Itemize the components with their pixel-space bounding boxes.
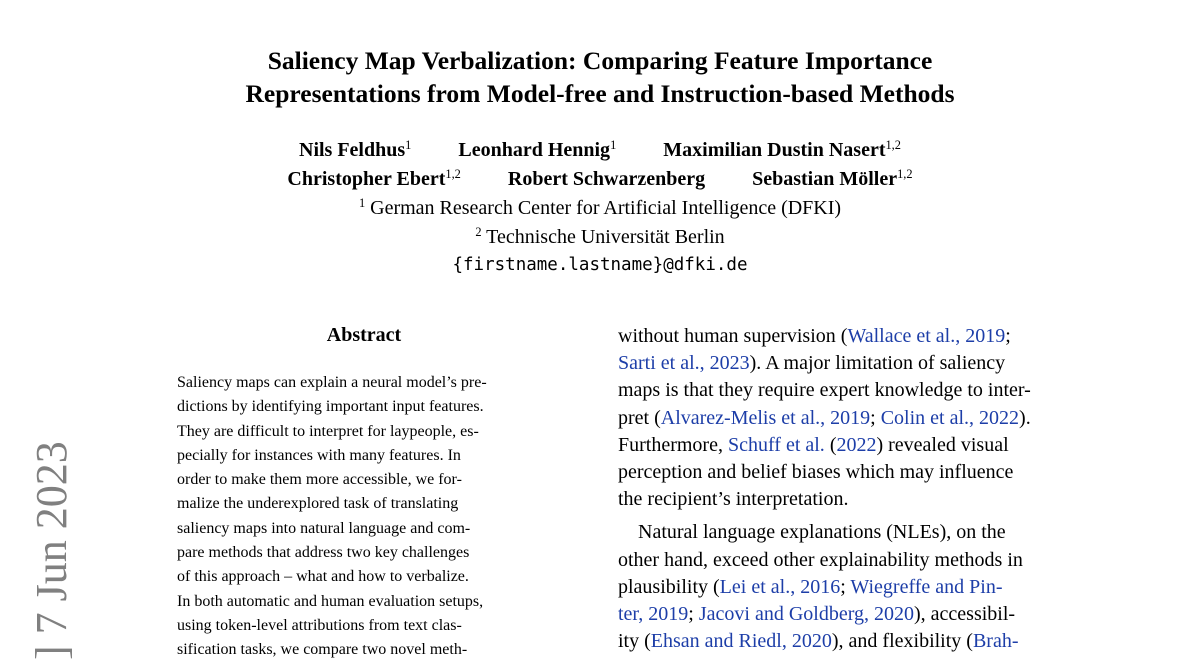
affiliation (150, 223, 1050, 252)
body-line: Furthermore, Schuff et al. (2022) revealed visual (618, 433, 1009, 456)
author (458, 136, 616, 165)
body-text-column (618, 323, 1033, 655)
abstract-line: sification tasks, we compare two novel meth- (177, 641, 468, 659)
affiliation (150, 194, 1050, 223)
author-name: Sebastian Möller (752, 167, 898, 190)
author-name: Maximilian Dustin Nasert (663, 139, 886, 161)
body-line: other hand, exceed other explainability methods in (618, 548, 1023, 571)
body-text: ). A major limitation of saliency (749, 352, 1006, 375)
body-text: ), and flexibility ( (831, 630, 973, 653)
abstract-line: dictions by identifying important input features. (177, 398, 484, 416)
author-affil-mark: 1 (610, 138, 617, 153)
author-affil-mark: 1 (405, 138, 412, 153)
author (663, 136, 901, 165)
affiliation-mark: 2 (475, 224, 482, 239)
body-line (618, 519, 1033, 546)
author (752, 165, 913, 194)
author-name: Nils Feldhus (299, 139, 406, 161)
citation-link[interactable]: Colin et al., 2022 (880, 406, 1020, 429)
body-text: ), accessibil- (914, 603, 1016, 626)
author-name: Leonhard Hennig (458, 139, 611, 161)
author-affil-mark: 1,2 (897, 166, 913, 181)
body-line (618, 350, 1033, 377)
body-line: maps is that they require expert knowledge to inter- (618, 379, 1031, 402)
contact-email: {firstname.lastname}@dfki.de (452, 255, 748, 275)
author-row (150, 165, 1050, 194)
citation-link[interactable]: Wiegreffe and Pin- (850, 575, 1003, 598)
body-text: ity ( (618, 630, 651, 653)
abstract-line: malize the underexplored task of translating (177, 495, 459, 513)
arxiv-date-stamp: ] 7 Jun 2023 (27, 441, 76, 660)
abstract-line: saliency maps into natural language and com- (177, 519, 471, 537)
paper-title (150, 45, 1050, 110)
author-affil-mark: 1,2 (885, 138, 901, 153)
abstract-text (177, 371, 553, 663)
affiliation-mark: 1 (358, 196, 366, 211)
citation-link[interactable]: Lei et al., 2016 (719, 575, 841, 598)
abstract-line: pare methods that address two key challenges (177, 544, 470, 562)
author (508, 165, 705, 194)
body-line: ter, 2019; Jacovi and Goldberg, 2020), accessibil- (618, 603, 1016, 626)
abstract-line: of this approach – what and how to verbalize. (177, 568, 469, 586)
citation-link[interactable]: Brah- (972, 630, 1019, 653)
body-line (618, 628, 1033, 655)
title-line: Representations from Model-free and Instruction-based Methods (245, 78, 955, 108)
body-text: Furthermore, (618, 433, 728, 456)
author (299, 136, 411, 165)
body-line: without human supervision (Wallace et al., 2019; (618, 325, 1011, 347)
body-text: plausibility ( (618, 575, 720, 598)
citation-link[interactable]: Schuff et al. (727, 433, 825, 456)
body-line: perception and belief biases which may influence (618, 461, 1014, 484)
affiliation-text: Technische Universität Berlin (486, 225, 725, 248)
author-affil-mark: 1,2 (445, 166, 461, 181)
citation-link[interactable]: Jacovi and Goldberg, 2020 (698, 603, 915, 626)
body-line: the recipient’s interpretation. (618, 488, 849, 511)
body-line: plausibility (Lei et al., 2016; Wiegreffe and Pin- (618, 575, 1003, 598)
body-text: Natural language explanations (NLEs), on the (638, 521, 1006, 544)
citation-link[interactable]: Sarti et al., 2023 (618, 352, 750, 375)
author-list (150, 136, 1050, 193)
body-text: ) revealed visual (876, 433, 1009, 456)
abstract-line: order to make them more accessible, we for- (177, 471, 462, 489)
citation-link[interactable]: Wallace et al., 2019 (847, 325, 1006, 347)
abstract-heading: Abstract (326, 324, 402, 346)
citation-link[interactable]: ter, 2019 (618, 603, 689, 626)
body-text: pret ( (618, 406, 661, 429)
citation-link[interactable]: Alvarez-Melis et al., 2019 (660, 406, 871, 429)
author-name: Christopher Ebert (287, 167, 446, 190)
author (287, 165, 460, 194)
affiliation-text: German Research Center for Artificial Intelligence (DFKI) (370, 197, 842, 219)
title-line: Saliency Map Verbalization: Comparing Feature Importance (267, 46, 933, 75)
abstract-line: In both automatic and human evaluation setups, (177, 592, 484, 610)
body-line: pret (Alvarez-Melis et al., 2019; Colin et al., 2022). (618, 406, 1031, 429)
body-text: without human supervision ( (618, 325, 848, 347)
author-name: Robert Schwarzenberg (507, 167, 706, 190)
affiliation-block (150, 194, 1050, 280)
abstract-line: Saliency maps can explain a neural model’s pre- (177, 374, 487, 391)
abstract-line: They are difficult to interpret for laypeople, es- (177, 422, 479, 440)
citation-link[interactable]: Ehsan and Riedl, 2020 (650, 630, 832, 653)
author-row (150, 136, 1050, 165)
abstract-line: pecially for instances with many features. In (177, 446, 461, 464)
citation-link[interactable]: 2022 (836, 433, 877, 456)
abstract-line: using token-level attributions from text clas- (177, 616, 462, 634)
